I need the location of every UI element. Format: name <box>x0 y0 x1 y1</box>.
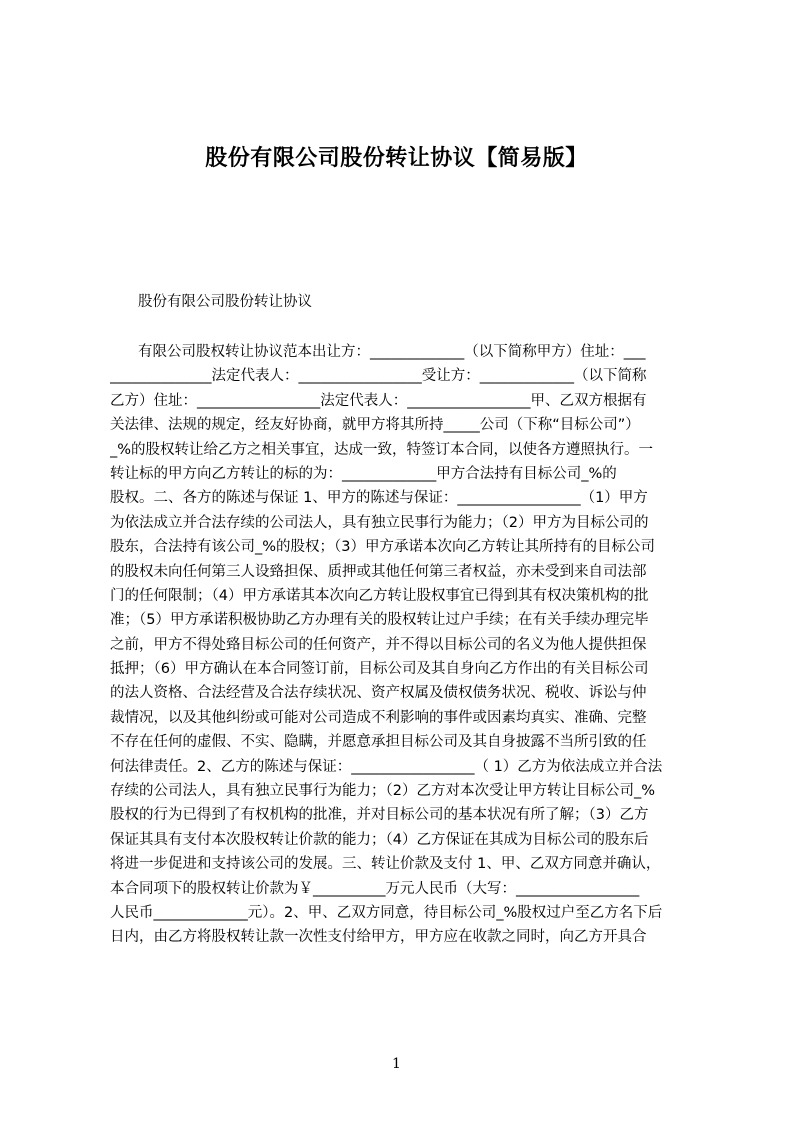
body-line: ______________法定代表人：_________________受让方：_____________（以下简称 <box>110 368 647 385</box>
body-line: 关法律、法规的规定，经友好协商，就甲方将其所持_____公司（下称“目标公司”） <box>110 417 640 434</box>
body-line: 门的任何限制；（4）甲方承诺其本次向乙方转让股权事宜已得到其有权决策机构的批 <box>110 587 649 604</box>
body-line: 转让标的甲方向乙方转让的标的为：_____________甲方合法持有目标公司_%的 <box>110 465 617 482</box>
body-line: 何法律责任。2、乙方的陈述与保证：_________________（ 1）乙方为依法成立并合法 <box>110 758 663 775</box>
body-line: 日内，由乙方将股权转让款一次性支付给甲方，甲方应在收款之同时，向乙方开具合 <box>110 929 647 946</box>
document-title: 股份有限公司股份转让协议【简易版】 <box>205 146 588 171</box>
body-line: 准；（5）甲方承诺积极协助乙方办理有关的股权转让过户手续；在有关手续办理完毕 <box>110 612 649 629</box>
body-line: _%的股权转让给乙方之相关事宜，达成一致，特签订本合同，以使各方遵照执行。一 <box>110 441 654 458</box>
body-line: 不存在任何的虚假、不实、隐瞒，并愿意承担目标公司及其自身披露不当所引致的任 <box>110 734 647 751</box>
body-line: 之前，甲方不得处臵目标公司的任何资产，并不得以目标公司的名义为他人提供担保 <box>110 636 647 653</box>
body-line: 本合同项下的股权转让价款为￥__________万元人民币（大写：_________________ <box>110 880 640 897</box>
body-line: 保证其具有支付本次股权转让价款的能力；（4）乙方保证在其成为目标公司的股东后 <box>110 831 649 848</box>
body-line: 抵押；（6）甲方确认在本合同签订前，目标公司及其自身向乙方作出的有关目标公司 <box>110 661 649 678</box>
page-number: 1 <box>392 1056 401 1072</box>
body-line: 裁情况，以及其他纠纷或可能对公司造成不利影响的事件或因素均真实、准确、完整 <box>110 709 647 726</box>
body-line: 存续的公司法人，具有独立民事行为能力；（2）乙方对本次受让甲方转让目标公司_% <box>110 783 655 800</box>
body-line: 股权的行为已得到了有权机构的批准，并对目标公司的基本状况有所了解；（3）乙方 <box>110 807 649 824</box>
body-line: 乙方）住址：_________________法定代表人：_________________甲、乙双方根据有 <box>110 392 647 409</box>
body-line: 的股权未向任何第三人设臵担保、质押或其他任何第三者权益，亦未受到来自司法部 <box>110 563 647 580</box>
body-line: 为依法成立并合法存续的公司法人，具有独立民事行为能力；（2）甲方为目标公司的 <box>110 514 649 531</box>
body-line: 股东，合法持有该公司_%的股权；（3）甲方承诺本次向乙方转让其所持有的目标公司 <box>110 539 655 556</box>
body-line: 将进一步促进和支持该公司的发展。三、转让价款及支付 1、甲、乙双方同意并确认， <box>110 856 661 873</box>
document-body <box>110 340 700 950</box>
body-line: 股权。二、各方的陈述与保证 1、甲方的陈述与保证：_________________（1）甲方 <box>110 490 648 507</box>
body-line: 的法人资格、合法经营及合法存续状况、资产权属及债权债务状况、税收、诉讼与仲 <box>110 685 647 702</box>
body-line: 有限公司股权转让协议范本出让方：_____________（以下简称甲方）住址：___ <box>138 344 646 360</box>
body-line: 人民币_____________元）。2、甲、乙双方同意，待目标公司_%股权过户至乙方名下后 <box>110 904 663 921</box>
document-subtitle: 股份有限公司股份转让协议 <box>138 294 312 310</box>
